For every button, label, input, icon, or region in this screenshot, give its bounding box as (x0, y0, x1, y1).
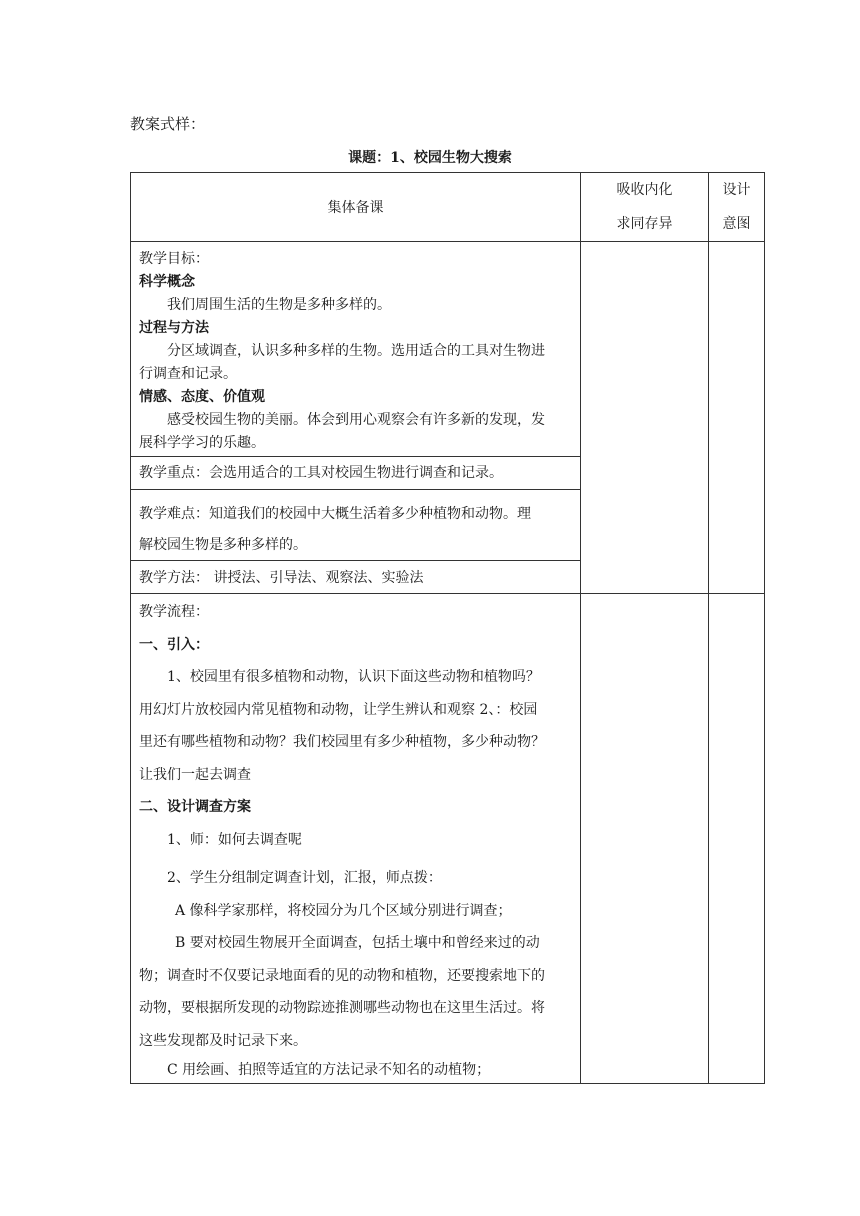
emotion-title: 情感、态度、价值观 (139, 389, 265, 405)
concept-title: 科学概念 (139, 274, 195, 290)
header-absorb-line2: 求同存异 (616, 216, 673, 232)
emotion-text-1: 感受校园生物的美丽。体会到用心观察会有许多新的发现，发 (167, 412, 545, 428)
flow-row (131, 594, 765, 1084)
header-design-line2: 意图 (722, 216, 751, 232)
absorb-notes-cell-2 (581, 594, 709, 1084)
document-label: 教案式样： (130, 115, 206, 133)
key-point-cell (131, 457, 581, 490)
method-text-2: 行调查和记录。 (139, 366, 237, 382)
header-absorb (581, 173, 709, 242)
design-notes-cell-1 (709, 242, 765, 594)
method-title: 过程与方法 (139, 320, 209, 336)
intro-title: 一、引入： (139, 636, 209, 653)
objectives-row (131, 242, 765, 457)
design-title: 二、设计调查方案 (139, 799, 251, 815)
lesson-title: 课题：1、校园生物大搜索 (348, 150, 512, 166)
header-absorb-line1: 吸收内化 (616, 182, 673, 198)
item-a-text: A 像科学家那样，将校园分为几个区域分别进行调查； (175, 902, 512, 919)
header-design-intent (709, 173, 765, 242)
emotion-text-2: 展科学学习的乐趣。 (139, 435, 265, 451)
lesson-plan-table (130, 172, 765, 1084)
intro-text-2: 用幻灯片放校园内常见植物和动物，让学生辨认和观察 2、：校园 (139, 701, 538, 718)
objectives-cell (131, 242, 581, 457)
item-c-text: C 用绘画、拍照等适宜的方法记录不知名的动植物； (167, 1062, 491, 1078)
design-step-1: 1、师：如何去调查呢 (167, 831, 302, 848)
difficulty-text-2: 解校园生物是多种多样的。 (139, 537, 307, 553)
method-text-1: 分区域调查，认识多种多样的生物。选用适合的工具对生物进 (167, 343, 545, 359)
intro-text-1: 1、校园里有很多植物和动物，认识下面这些动物和植物吗？ (167, 669, 540, 685)
design-notes-cell-2 (709, 594, 765, 1084)
key-point-text: 教学重点：会选用适合的工具对校园生物进行调查和记录。 (139, 465, 503, 481)
design-step-2: 2、学生分组制定调查计划，汇报，师点拨： (167, 870, 442, 886)
item-b-text-4: 这些发现都及时记录下来。 (139, 1032, 307, 1049)
item-b-text-3: 动物，要根据所发现的动物踪迹推测哪些动物也在这里生活过。将 (139, 1000, 545, 1016)
header-collective-prep: 集体备课 (131, 173, 581, 242)
item-b-text-1: B 要对校园生物展开全面调查，包括土壤中和曾经来过的动 (175, 935, 540, 951)
concept-text: 我们周围生活的生物是多种多样的。 (167, 297, 391, 313)
methods-cell (131, 561, 581, 594)
absorb-notes-cell-1 (581, 242, 709, 594)
objectives-label: 教学目标： (139, 251, 209, 267)
flow-label: 教学流程： (139, 604, 209, 620)
intro-text-4: 让我们一起去调查 (139, 766, 251, 783)
difficulty-cell (131, 490, 581, 561)
table-header-row (131, 173, 765, 242)
flow-cell (131, 594, 581, 1084)
difficulty-text-1: 教学难点：知道我们的校园中大概生活着多少种植物和动物。理 (139, 506, 531, 522)
item-b-text-2: 物；调查时不仅要记录地面看的见的动物和植物，还要搜索地下的 (139, 967, 545, 984)
intro-text-3: 里还有哪些植物和动物？我们校园里有多少种植物，多少种动物？ (139, 734, 545, 750)
header-design-line1: 设计 (722, 182, 751, 198)
methods-text: 教学方法： 讲授法、引导法、观察法、实验法 (139, 570, 424, 586)
